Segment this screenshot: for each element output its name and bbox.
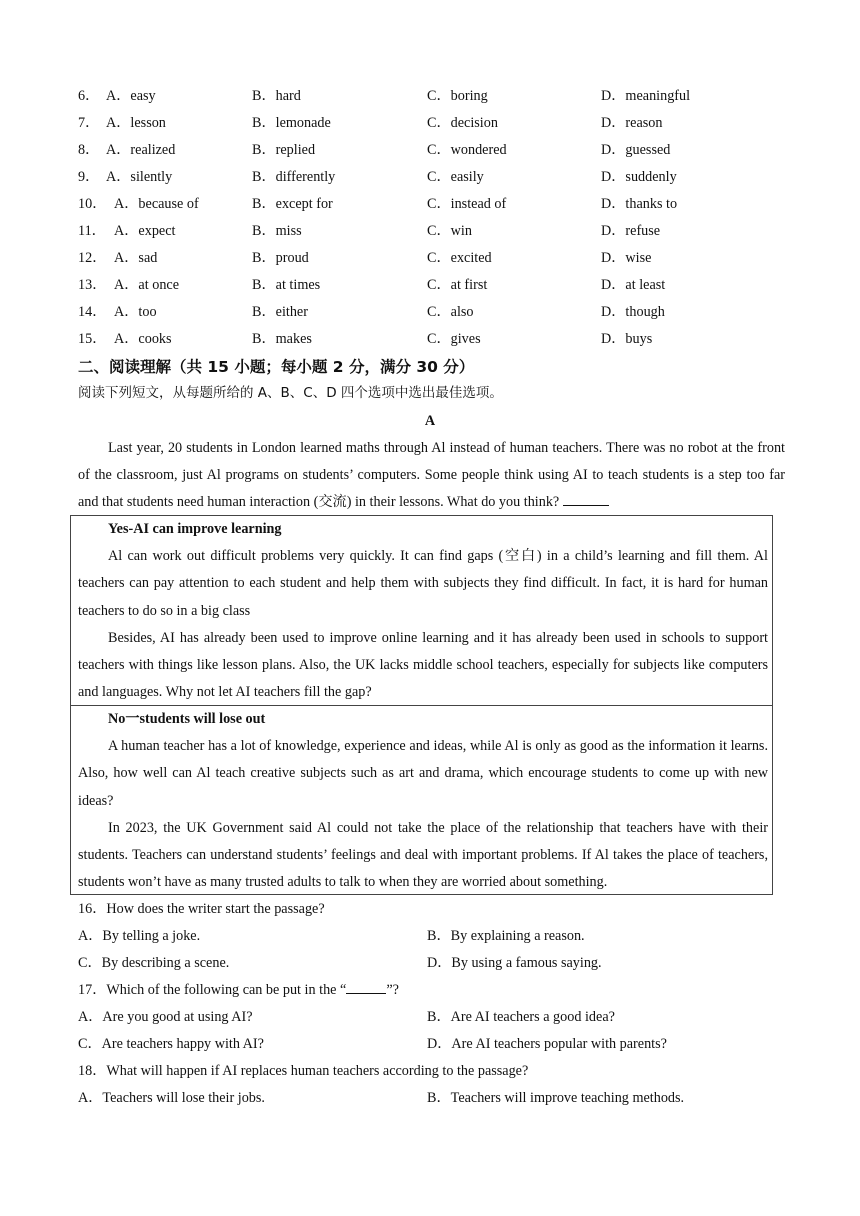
- box-no-heading: No一students will lose out: [108, 711, 266, 727]
- box-yes-paragraph-2: Besides, AI has already been used to improve online learning and it has already been used in schools to support teachers with things like lesson plans. Also, the UK lacks middle school teachers, especially for subjects like computers and languages. Why not let AI teachers fill the gap?: [78, 629, 768, 701]
- option-b: B．hard: [252, 88, 301, 104]
- question-16-stem: 16．How does the writer start the passage?: [78, 901, 325, 917]
- passage-intro: [78, 435, 785, 517]
- option-c: C．easily: [427, 169, 484, 185]
- option-row-13: [78, 272, 798, 299]
- option-b: B．at times: [252, 277, 321, 293]
- option-row-8: [78, 137, 798, 164]
- box-yes-paragraph-1: Al can work out difficult problems very quickly. It can find gaps (空白) in a child’s learning and fill them. Al teachers can pay attention to each student and help them with subjects they find difficult. In fact, it is hard for human teachers to do so in a big class: [78, 548, 768, 619]
- question-number: 10．: [78, 196, 107, 212]
- box-no: [70, 705, 773, 895]
- box-no-paragraph-1: A human teacher has a lot of knowledge, experience and ideas, while Al is only as good as the information it learns. Also, how well can Al teach creative subjects such as art and drama, which encourage students to come up with new ideas?: [78, 738, 768, 809]
- question-18-option-b: B．Teachers will improve teaching methods.: [427, 1090, 685, 1106]
- question-number: 6．: [78, 88, 100, 104]
- option-d: D．suddenly: [601, 169, 677, 185]
- option-a: A．cooks: [114, 331, 172, 347]
- option-a: A．realized: [106, 142, 176, 158]
- option-row-12: [78, 245, 798, 272]
- option-d: D．guessed: [601, 142, 671, 158]
- question-16-option-d: D．By using a famous saying.: [427, 955, 602, 971]
- question-16-option-c: C．By describing a scene.: [78, 955, 230, 971]
- option-b: B．lemonade: [252, 115, 331, 131]
- option-row-15: [78, 326, 798, 353]
- question-number: 7．: [78, 115, 100, 131]
- option-b: B．makes: [252, 331, 312, 347]
- option-d: D．refuse: [601, 223, 661, 239]
- option-row-7: [78, 110, 798, 137]
- answer-blank: [563, 491, 609, 506]
- option-c: C．decision: [427, 115, 498, 131]
- option-row-9: [78, 164, 798, 191]
- option-a: A．sad: [114, 250, 158, 266]
- question-17-stem-end: ”?: [386, 982, 399, 998]
- option-d: D．buys: [601, 331, 653, 347]
- question-17-option-d: D．Are AI teachers popular with parents?: [427, 1036, 667, 1052]
- question-17-stem: [78, 977, 399, 1004]
- option-b: B．proud: [252, 250, 309, 266]
- option-a: A．at once: [114, 277, 180, 293]
- question-16-option-a: A．By telling a joke.: [78, 928, 201, 944]
- question-number: 14．: [78, 304, 107, 320]
- option-row-10: [78, 191, 798, 218]
- option-c: C．wondered: [427, 142, 507, 158]
- box-yes-heading: Yes-AI can improve learning: [108, 521, 282, 537]
- option-c: C．also: [427, 304, 474, 320]
- question-number: 12．: [78, 250, 107, 266]
- option-c: C．instead of: [427, 196, 507, 212]
- option-d: D．at least: [601, 277, 666, 293]
- option-d: D．thanks to: [601, 196, 678, 212]
- box-no-paragraph-2: In 2023, the UK Government said Al could not take the place of the relationship that teachers have with their students. Teachers can understand students’ feelings and deal with important problems. If Al takes the place of teachers, students won’t have as many trusted adults to talk to when they are worried about something.: [78, 819, 768, 891]
- option-a: A．expect: [114, 223, 176, 239]
- option-a: A．too: [114, 304, 157, 320]
- option-c: C．win: [427, 223, 472, 239]
- answer-blank: [346, 979, 386, 994]
- option-b: B．except for: [252, 196, 333, 212]
- option-c: C．boring: [427, 88, 488, 104]
- question-18-option-a: A．Teachers will lose their jobs.: [78, 1090, 265, 1106]
- option-c: C．excited: [427, 250, 492, 266]
- question-17-option-c: C．Are teachers happy with AI?: [78, 1036, 264, 1052]
- question-16-option-b: B．By explaining a reason.: [427, 928, 585, 944]
- question-number: 15．: [78, 331, 107, 347]
- section-instruction: 阅读下列短文，从每题所给的 A、B、C、D 四个选项中选出最佳选项。: [78, 385, 503, 401]
- question-number: 8．: [78, 142, 100, 158]
- question-17-stem-start: 17．Which of the following can be put in the “: [78, 982, 347, 998]
- option-a: A．because of: [114, 196, 199, 212]
- option-b: B．miss: [252, 223, 302, 239]
- section-title: 二、阅读理解（共 15 小题；每小题 2 分，满分 30 分）: [78, 358, 475, 376]
- option-a: A．silently: [106, 169, 173, 185]
- question-18-stem: 18．What will happen if AI replaces human teachers according to the passage?: [78, 1063, 529, 1079]
- option-d: D．wise: [601, 250, 652, 266]
- question-17-option-a: A．Are you good at using AI?: [78, 1009, 253, 1025]
- question-17-option-b: B．Are AI teachers a good idea?: [427, 1009, 615, 1025]
- option-row-11: [78, 218, 798, 245]
- option-b: B．replied: [252, 142, 316, 158]
- passage-letter: A: [424, 413, 436, 429]
- option-d: D．though: [601, 304, 665, 320]
- question-number: 13．: [78, 277, 107, 293]
- option-d: D．reason: [601, 115, 663, 131]
- option-b: B．either: [252, 304, 308, 320]
- option-b: B．differently: [252, 169, 336, 185]
- option-c: C．gives: [427, 331, 481, 347]
- option-d: D．meaningful: [601, 88, 691, 104]
- question-number: 11．: [78, 223, 106, 239]
- option-row-6: [78, 83, 798, 110]
- question-number: 9．: [78, 169, 100, 185]
- option-c: C．at first: [427, 277, 488, 293]
- option-row-14: [78, 299, 798, 326]
- option-a: A．easy: [106, 88, 156, 104]
- passage-intro-text: Last year, 20 students in London learned maths through Al instead of human teachers. There was no robot at the front of the classroom, just Al programs on students’ computers. Some people think using AI to teach students is a step too far and that students need human interaction (交流) in their lessons. What do you think?: [78, 440, 785, 511]
- box-yes: [70, 515, 773, 706]
- option-a: A．lesson: [106, 115, 166, 131]
